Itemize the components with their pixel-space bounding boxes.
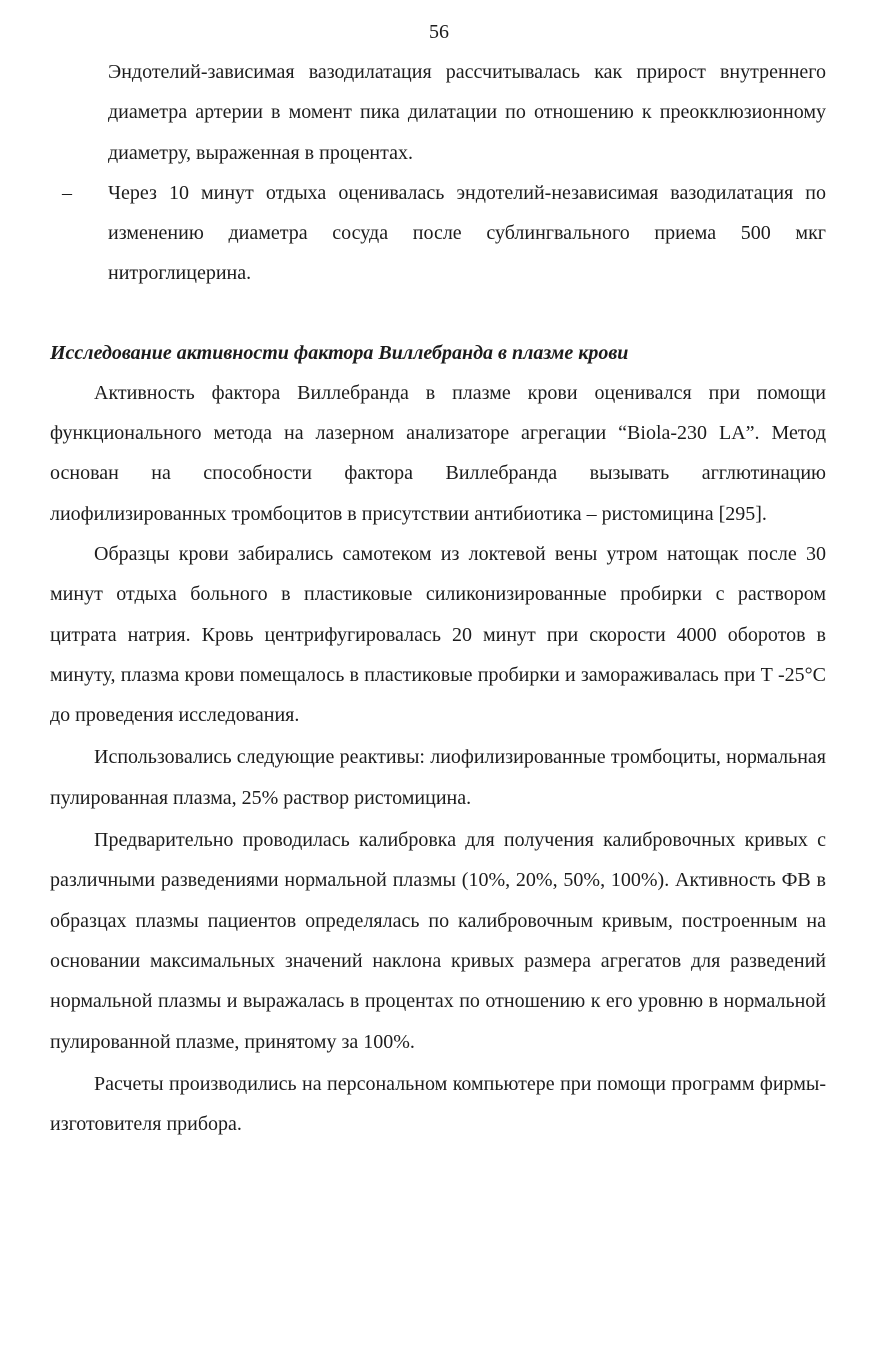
paragraph-samples: Образцы крови забирались самотеком из локтевой вены утром натощак после 30 минут отдыха больного в пластиковые силиконизированные пробирки с раствором цитрата натрия. Кровь центрифугировалась 20 минут при скорости 4000 оборотов в минуту, плазма крови помещалось в пластиковые пробирки и замораживалась при Т -25°С до проведения исследования. <box>50 542 826 727</box>
document-body <box>50 52 826 1144</box>
continued-list-item: Эндотелий-зависимая вазодилатация рассчитывалась как прирост внутреннего диаметра артерии в момент пика дилатации по отношению к преокклюзионному диаметру, выраженная в процентах. <box>108 61 826 164</box>
paragraph-calculations: Расчеты производились на персональном компьютере при помощи программ фирмы-изготовителя прибора. <box>50 1072 826 1136</box>
paragraph-reagents: Использовались следующие реактивы: лиофилизированные тромбоциты, нормальная пулированная плазма, 25% раствор ристомицина. <box>50 746 826 809</box>
paragraph-method: Активность фактора Виллебранда в плазме крови оценивался при помощи функционального метода на лазерном анализаторе агрегации “Biola-230 LA”. Метод основан на способности фактора Виллебранда вызывать агглютинацию лиофилизированных тромбоцитов в присутствии антибиотика – ристомицина [295]. <box>50 381 826 525</box>
page-number: 56 <box>429 21 449 43</box>
paragraph-calibration: Предварительно проводилась калибровка для получения калибровочных кривых с различными разведениями нормальной плазмы (10%, 20%, 50%, 100%). Активность ФВ в образцах плазмы пациентов определялась по калибровочным кривым, построенным на основании максимальных значений наклона кривых размера агрегатов для разведений нормальной плазмы и выражалась в процентах по отношению к его уровню в нормальной пулированной плазме, принятому за 100%. <box>50 829 826 1053</box>
list-item-nitroglycerin <box>50 173 826 294</box>
list-dash: – <box>62 181 72 204</box>
list-item-text: Через 10 минут отдыха оценивалась эндотелий-независимая вазодилатация по изменению диаметра сосуда после сублингвального приема 500 мкг нитроглицерина. <box>108 181 826 285</box>
section-heading: Исследование активности фактора Виллебранда в плазме крови <box>50 341 629 364</box>
